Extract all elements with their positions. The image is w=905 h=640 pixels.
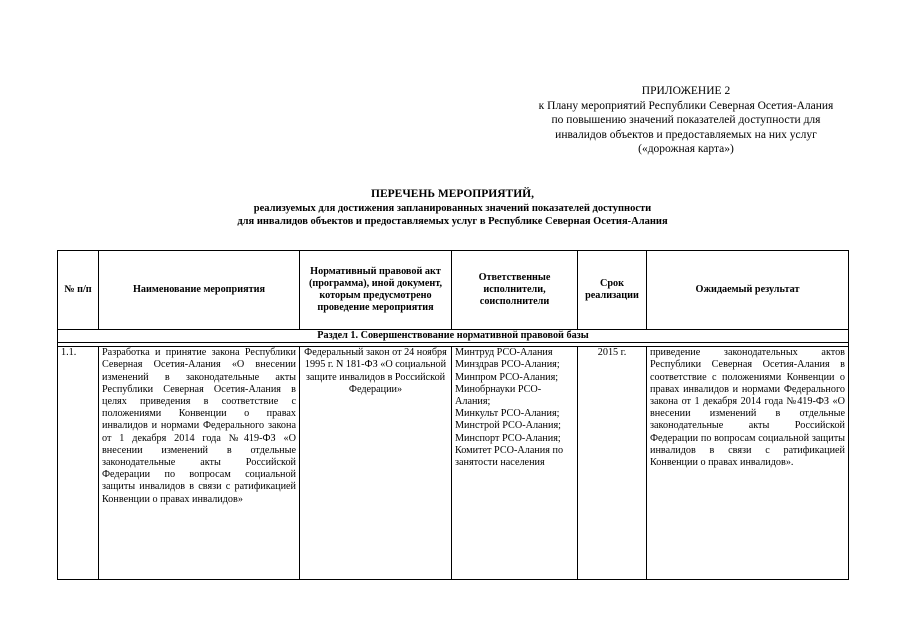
appendix-line: к Плану мероприятий Республики Северная Осетия-Алания: [538, 99, 834, 112]
section-row: [58, 330, 849, 343]
cell-term: 2015 г.: [578, 347, 647, 580]
executor-item: Комитет РСО-Алания по занятости населения: [455, 444, 564, 469]
document-title: ПЕРЕЧЕНЬ МЕРОПРИЯТИЙ,: [371, 188, 534, 200]
header-act: Нормативный правовой акт (программа), иной документ, которым предусмотрено проведение мероприятия: [300, 251, 452, 330]
document-subtitle-line: для инвалидов объектов и предоставляемых услуг в Республике Северная Осетия-Алания: [237, 216, 668, 227]
measures-table: [57, 250, 849, 580]
appendix-line: («дорожная карта»): [638, 143, 734, 155]
header-result: Ожидаемый результат: [647, 251, 849, 330]
table-header-row: [58, 251, 849, 330]
cell-name: Разработка и принятие закона Республики Северная Осетия-Алания «О внесении изменений в законодательные акты Республики Северная Осетия-Алания в целях приведения в соответствие с положениями Конвенции о правах инвалидов и нормами Федерального закона от 1 декабря 2014 года №419-ФЗ «О внесении изменений в отдельные законодательные акты Российской Федерации по вопросам социальной защиты инвалидов в связи с ратификацией Конвенции о правах инвалидов»: [99, 347, 300, 580]
appendix-line: по повышению значений показателей доступности для: [551, 114, 821, 126]
appendix-block: [520, 84, 852, 157]
header-name: Наименование мероприятия: [99, 251, 300, 330]
document-subtitle-line: реализуемых для достижения запланированных значений показателей доступности: [253, 203, 652, 214]
cell-executors: [452, 347, 578, 580]
cell-result: приведение законодательных актов Республики Северная Осетия-Алания в соответствие с положениями Конвенции о правах инвалидов и нормами Федерального закона от 1 декабря 2014 года №419-ФЗ «О внесении изменений в отдельные законодательные акты Российской Федерации по вопросам социальной защиты инвалидов в связи с ратификацией Конвенции о правах инвалидов».: [647, 347, 849, 580]
header-term: Срок реализации: [578, 251, 647, 330]
executor-item: Минспорт РСО-Алания;: [455, 432, 561, 444]
appendix-heading: ПРИЛОЖЕНИЕ 2: [641, 85, 731, 97]
executor-item: Минздрав РСО-Алания;: [455, 359, 560, 371]
cell-act: Федеральный закон от 24 ноября 1995 г. N 181-ФЗ «О социальной защите инвалидов в Российской Федерации»: [300, 347, 452, 580]
executor-item: Минкульт РСО-Алания;: [455, 408, 560, 420]
executor-item: Минпром РСО-Алания;: [455, 371, 559, 383]
header-num: № п/п: [58, 251, 99, 330]
executor-item: Минстрой РСО-Алания;: [455, 420, 561, 432]
executor-item: Минобрнауки РСО-Алания;: [455, 383, 542, 408]
section-title: Раздел 1. Совершенствование нормативной правовой базы: [58, 330, 849, 343]
appendix-line: инвалидов объектов и предоставляемых на них услуг: [555, 128, 817, 141]
executor-item: Минтруд РСО-Алания: [455, 347, 553, 359]
cell-num: 1.1.: [58, 347, 99, 580]
table-row: [58, 347, 849, 580]
header-executors: Ответственные исполнители, соисполнители: [452, 251, 578, 330]
